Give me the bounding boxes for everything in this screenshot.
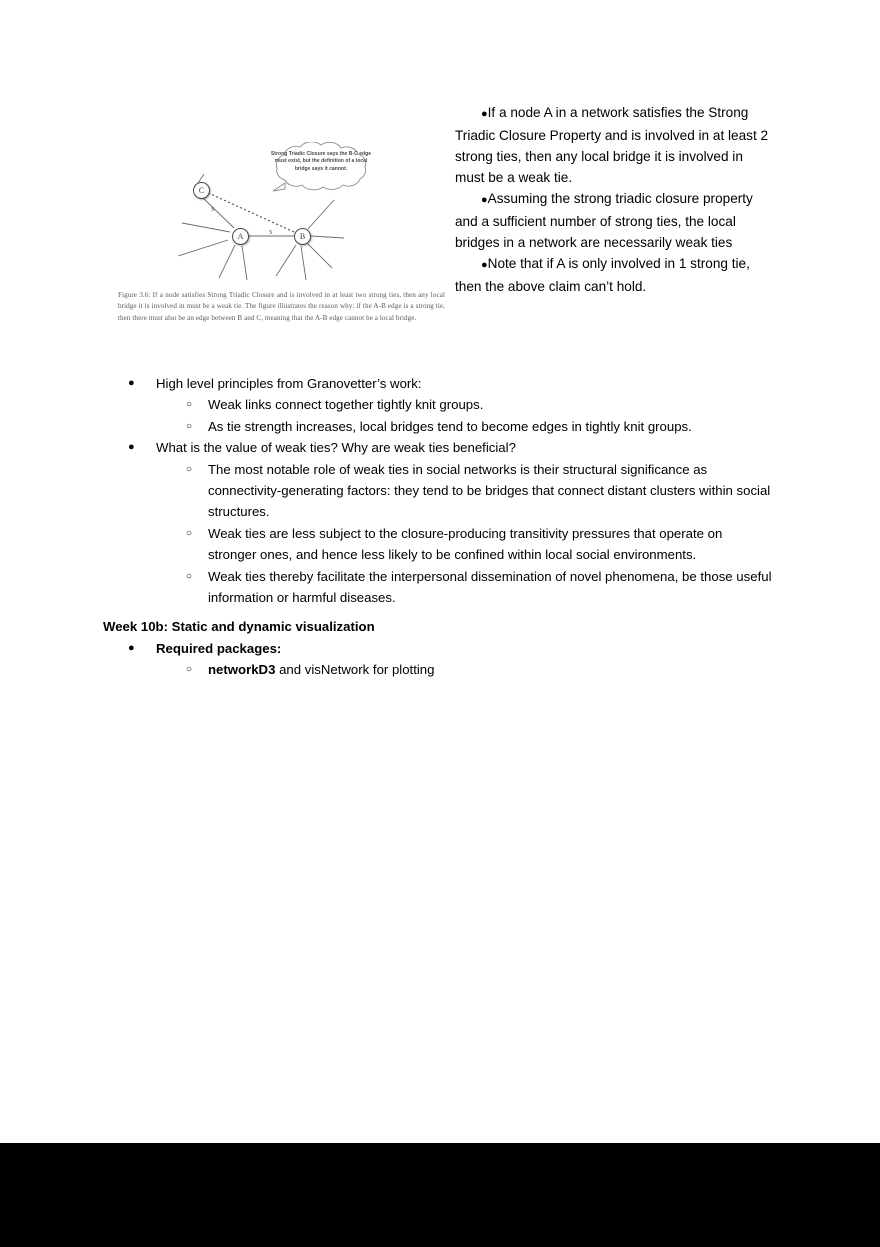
node-a-label: A — [237, 232, 244, 241]
outline-text-2: Weak links connect together tightly knit groups. — [208, 397, 484, 413]
outline-text-5: The most notable role of weak ties in social networks is their structural significance as connectivity-generating factors: they tend to be bridges that connect distant clusters within social structures. — [208, 461, 771, 520]
node-c — [193, 182, 210, 199]
outline-text-7: Weak ties thereby facilitate the interpersonal dissemination of novel phenomena, be those useful information or harmful diseases. — [208, 568, 772, 606]
outline-text-6: Weak ties are less subject to the closure-producing transitivity pressures that operate on stronger ones, and hence less likely to be confined within local social environments. — [208, 525, 723, 563]
bullet-icon: ● — [128, 377, 135, 389]
bubble-text: Strong Triadic Closure says the B-C edge must exist, but the definition of a local bridge says it cannot. — [270, 151, 372, 172]
packages-text — [208, 659, 774, 680]
bullet-icon: ○ — [186, 570, 193, 582]
edge-label-a-b: S — [269, 229, 273, 236]
outline-item-7 — [186, 566, 774, 609]
right-bullet-column — [455, 102, 775, 297]
section-item-required-packages — [128, 638, 773, 659]
node-b-label: B — [299, 232, 306, 241]
bullet-icon: ● — [481, 259, 488, 271]
required-packages-label: Required packages: — [156, 640, 282, 656]
outline-item-5 — [186, 459, 774, 523]
outline-item-2 — [186, 394, 774, 415]
bullet-icon: ○ — [186, 463, 193, 475]
right-bullet-text-2: Assuming the strong triadic closure property and a sufficient number of strong ties, the local bridges in a network are necessarily weak ties — [455, 191, 753, 250]
outline-text-3: As tie strength increases, local bridges tend to become edges in tightly knit groups. — [208, 418, 692, 434]
bullet-icon: ● — [128, 441, 135, 454]
section-heading: Week 10b: Static and dynamic visualization — [103, 619, 375, 635]
bullet-icon: ○ — [186, 420, 193, 432]
right-bullet-text-3: Note that if A is only involved in 1 strong tie, then the above claim can’t hold. — [455, 256, 750, 294]
right-bullet-item-1 — [455, 102, 775, 188]
bullet-icon: ● — [481, 108, 488, 120]
bullet-icon: ○ — [186, 527, 193, 539]
edge-label-c-a: S — [211, 206, 215, 213]
figure-3-6 — [116, 128, 446, 343]
section-item-packages — [186, 659, 774, 680]
figure-diagram — [116, 128, 446, 293]
node-c-label: C — [198, 186, 205, 195]
figure-caption: Figure 3.6: If a node satisfies Strong Triadic Closure and is involved in at least two strong ties, then any local bridge it is involved in must be a weak tie. The figure illustrates the reason why: if the A-B edge is a strong tie, then there must also be an edge between B and C, meaning that the A-B edge cannot be a local bridge. — [118, 291, 445, 322]
bullet-icon: ● — [128, 641, 135, 654]
node-a — [232, 228, 249, 245]
outline-text-1: High level principles from Granovetter’s work: — [156, 376, 422, 391]
right-bullet-item-3 — [455, 253, 775, 297]
top-region — [0, 0, 880, 350]
outline-item-3 — [186, 416, 774, 437]
bullet-icon: ○ — [186, 399, 193, 411]
bullet-icon: ○ — [186, 664, 193, 676]
speech-bubble — [255, 142, 387, 192]
bottom-black-bar — [0, 1143, 880, 1247]
main-outline — [0, 373, 880, 681]
package-networkd3: networkD3 — [208, 662, 276, 678]
outline-item-4 — [128, 437, 773, 458]
bullet-icon: ● — [481, 194, 488, 206]
package-rest: and visNetwork for plotting — [275, 662, 435, 678]
outline-item-1 — [128, 373, 773, 394]
outline-item-6 — [186, 523, 774, 566]
right-bullet-text-1: If a node A in a network satisfies the Strong Triadic Closure Property and is involved in at least 2 strong ties, then any local bridge it is involved in must be a weak tie. — [455, 105, 769, 185]
outline-text-4: What is the value of weak ties? Why are weak ties beneficial? — [156, 440, 516, 456]
node-b — [294, 228, 311, 245]
right-bullet-item-2 — [455, 188, 775, 253]
